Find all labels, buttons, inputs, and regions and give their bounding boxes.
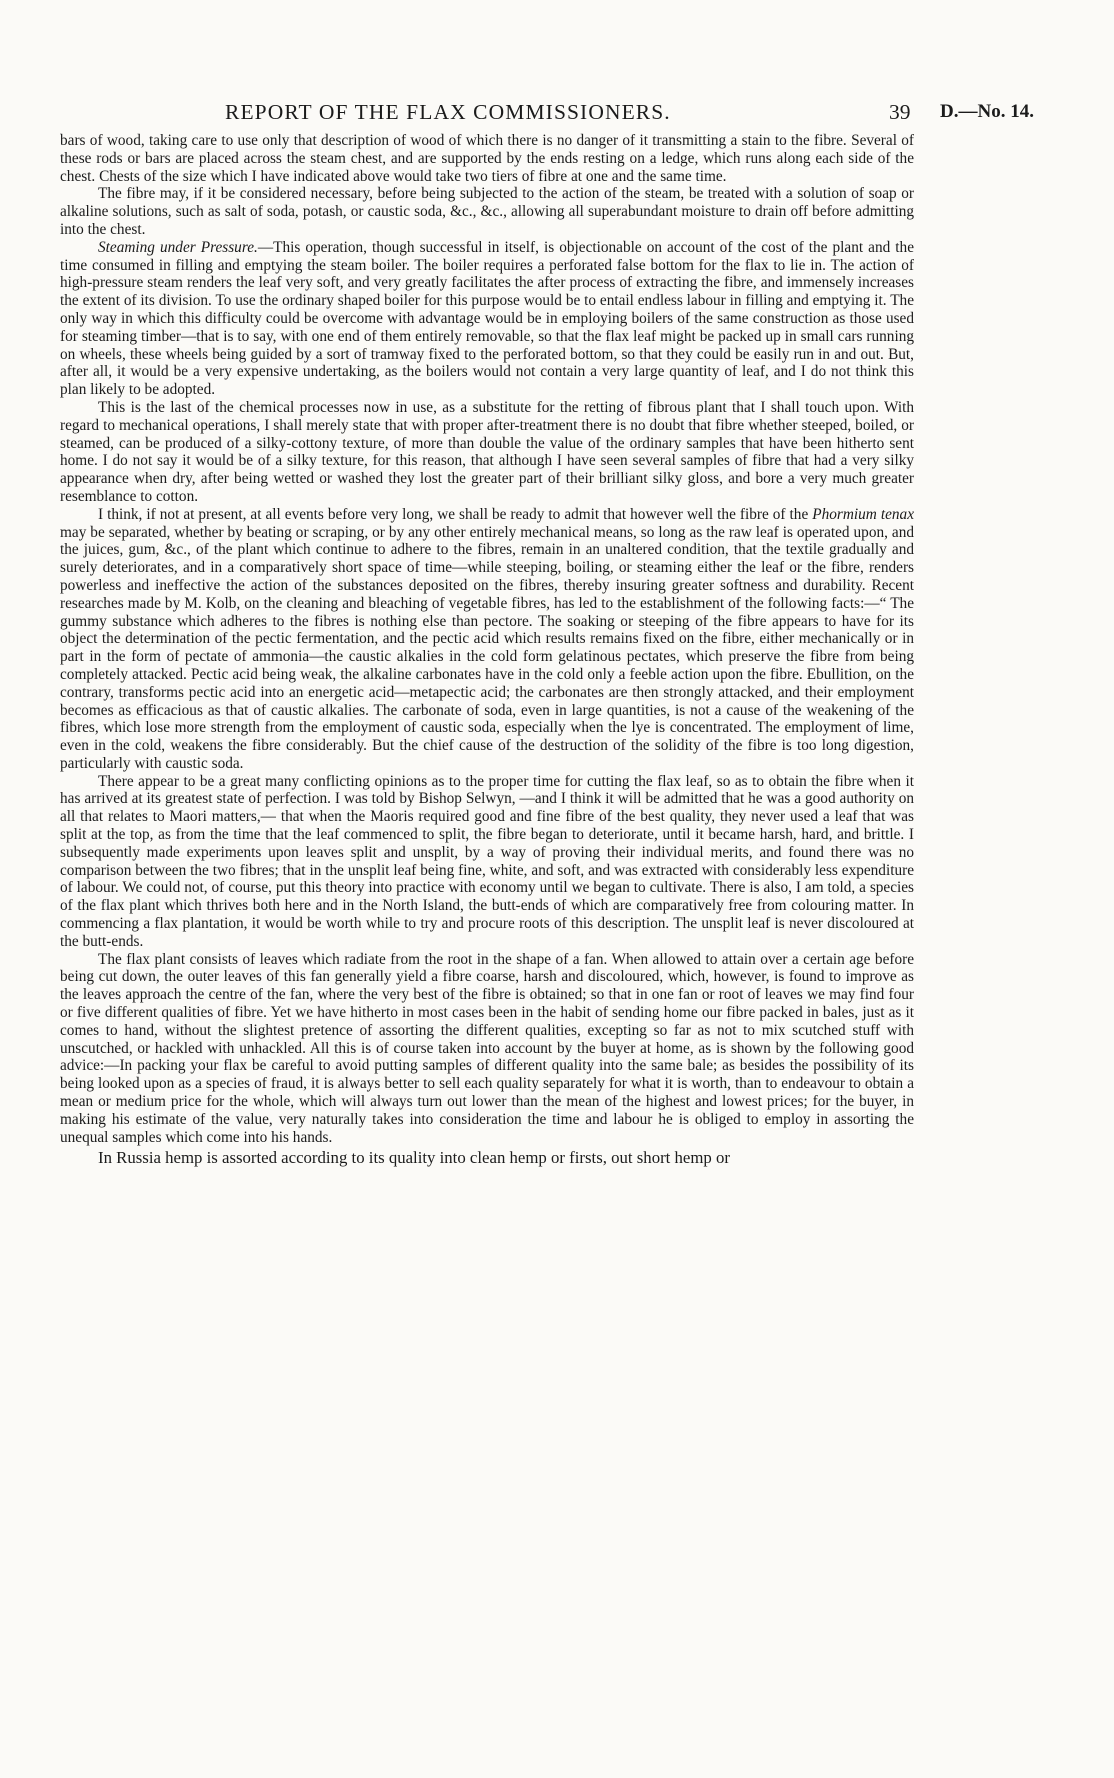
paragraph: [60, 239, 914, 399]
paragraph: [60, 506, 914, 773]
paragraph-text: may be separated, whether by beating or scraping, or by any other entirely mechanical means, so long as the raw leaf is operated upon, and the juices, gum, &c., of the plant which continue to adhere to the fibres, remain in an unaltered condition, that the textile gradually and surely deteriorates, and in a comparatively short space of time—while steeping, boiling, or steaming either the leaf or the fibre, renders powerless and ineffective the action of the substances deposited on the fibres, thereby insuring greater softness and durability. Recent researches made by M. Kolb, on the cleaning and bleaching of vegetable fibres, has led to the establishment of the following facts:—“ The gummy substance which adheres to the fibres is nothing else than pectore. The soaking or steeping of the fibre appears to have for its object the determination of the pectic fermentation, and the pectic acid which results remains fixed on the fibre, either mechanically or in part in the form of pectate of ammonia—the caustic alkalies in the cold form gelatinous pectates, which preserve the fibre from being completely attacked. Pectic acid being weak, the alkaline carbonates have in the cold only a feeble action upon the fibre. Ebullition, on the contrary, transforms pectic acid into an energetic acid—metapectic acid; the carbonates are then strongly attacked, and their employment becomes as efficacious as that of caustic alkalies. The carbonate of soda, even in large quantities, is not a cause of the weakening of the fibres, which lose more strength from the employment of caustic soda, especially when the lye is concentrated. The employment of lime, even in the cold, weakens the fibre considerably. But the chief cause of the destruction of the solidity of the fibre is too long digestion, particularly with caustic soda.: [60, 523, 914, 772]
paragraph: In Russia hemp is assorted according to its quality into clean hemp or firsts, out short hemp or: [98, 1148, 730, 1168]
paragraph: This is the last of the chemical processes now in use, as a substitute for the retting of fibrous plant that I shall touch upon. With regard to mechanical operations, I shall merely state that with proper after-treatment there is no doubt that fibre whether steeped, boiled, or steamed, can be produced of a silky-cottony texture, of more than double the value of the ordinary samples that have been hitherto sent home. I do not say it would be of a silky texture, for this reason, that although I have seen several samples of fibre that had a very silky appearance when dry, after being wetted or washed they lost the greater part of their brilliant silky gloss, and bore a very much greater resemblance to cotton.: [60, 398, 914, 505]
paragraph-text: —This operation, though successful in itself, is objectionable on account of the cost of the plant and the time consumed in filling and emptying the steam boiler. The boiler requires a perforated false bottom for the flax to lie in. The action of high-pressure steam renders the leaf very soft, and very greatly facilitates the after process of extracting the fibre, and immensely increases the extent of its division. To use the ordinary shaped boiler for this purpose would be to entail endless labour in filling and emptying it. The only way in which this difficulty could be overcome with advantage would be in employing boilers of the same construction as those used for steaming timber—that is to say, with one end of them entirely removable, so that the flax leaf might be packed up in small cars running on wheels, these wheels being guided by a sort of tramway fixed to the perforated bottom, so that they could be easily run in and out. But, after all, it would be a very expensive undertaking, as the boilers would not contain a very large quantity of leaf, and I do not think this plan likely to be adopted.: [60, 238, 914, 399]
species-name-italic: Phormium tenax: [812, 505, 914, 523]
page-title: REPORT OF THE FLAX COMMISSIONERS.: [225, 100, 671, 124]
page-header: [0, 100, 1114, 130]
body-text: [60, 132, 914, 1168]
paragraph: The flax plant consists of leaves which radiate from the root in the shape of a fan. When allowed to attain over a certain age before being cut down, the outer leaves of this fan generally yield a fibre coarse, harsh and discoloured, which, however, is found to improve as the leaves approach the centre of the fan, where the very best of the fibre is obtained; so that in one fan or root of leaves we may find four or five different qualities of fibre. Yet we have hitherto in most cases been in the habit of sending home our fibre packed in bales, just as it comes to hand, without the slightest pretence of assorting the different qualities, excepting so far as not to mix scutched stuff with unscutched, or hackled with unhackled. All this is of course taken into account by the buyer at home, as is shown by the following good advice:—In packing your flax be careful to avoid putting samples of different quality into the same bale; as besides the possibility of its being looked upon as a species of fraud, it is always better to sell each quality separately for what it is worth, than to endeavour to obtain a mean or medium price for the whole, which will always turn out lower than the mean of the highest and lowest prices; for the buyer, in making his estimate of the value, very naturally takes into consideration the time and labour he is obliged to employ in assorting the unequal samples which come into his hands.: [60, 950, 914, 1146]
paragraph-text: I think, if not at present, at all events before very long, we shall be ready to admit that however well the fibre of the: [98, 505, 813, 523]
paragraph: bars of wood, taking care to use only that description of wood of which there is no danger of it transmitting a stain to the fibre. Several of these rods or bars are placed across the steam chest, and are supported by the ends resting on a ledge, which runs along each side of the chest. Chests of the size which I have indicated above would take two tiers of fibre at one and the same time.: [60, 132, 914, 185]
page-number: 39: [889, 100, 911, 124]
section-heading-italic: Steaming under Pressure.: [98, 238, 258, 256]
document-reference: D.—No. 14.: [940, 101, 1034, 122]
paragraph: There appear to be a great many conflicting opinions as to the proper time for cutting the flax leaf, so as to obtain the fibre when it has arrived at its greatest state of perfection. I was told by Bishop Selwyn, —and I think it will be admitted that he was a good authority on all that relates to Maori matters,— that when the Maoris required good and fine fibre of the best quality, they never used a leaf that was split at the top, as from the time that the leaf commenced to split, the fibre began to deteriorate, until it became harsh, hard, and brittle. I subsequently made experiments upon leaves split and unsplit, by a way of proving their individual merits, and found there was no comparison between the two fibres; that in the unsplit leaf being fine, white, and soft, and was extracted with considerably less expenditure of labour. We could not, of course, put this theory into practice with economy until we began to cultivate. There is also, I am told, a species of the flax plant which thrives both here and in the North Island, the butt-ends of which are comparatively free from colouring matter. In commencing a flax plantation, it would be worth while to try and procure roots of this description. The unsplit leaf is never discoloured at the butt-ends.: [60, 772, 914, 950]
paragraph: The fibre may, if it be considered necessary, before being subjected to the action of the steam, be treated with a solution of soap or alkaline solutions, such as salt of soda, potash, or caustic soda, &c., &c., allowing all superabundant moisture to drain off before admitting into the chest.: [60, 185, 914, 238]
